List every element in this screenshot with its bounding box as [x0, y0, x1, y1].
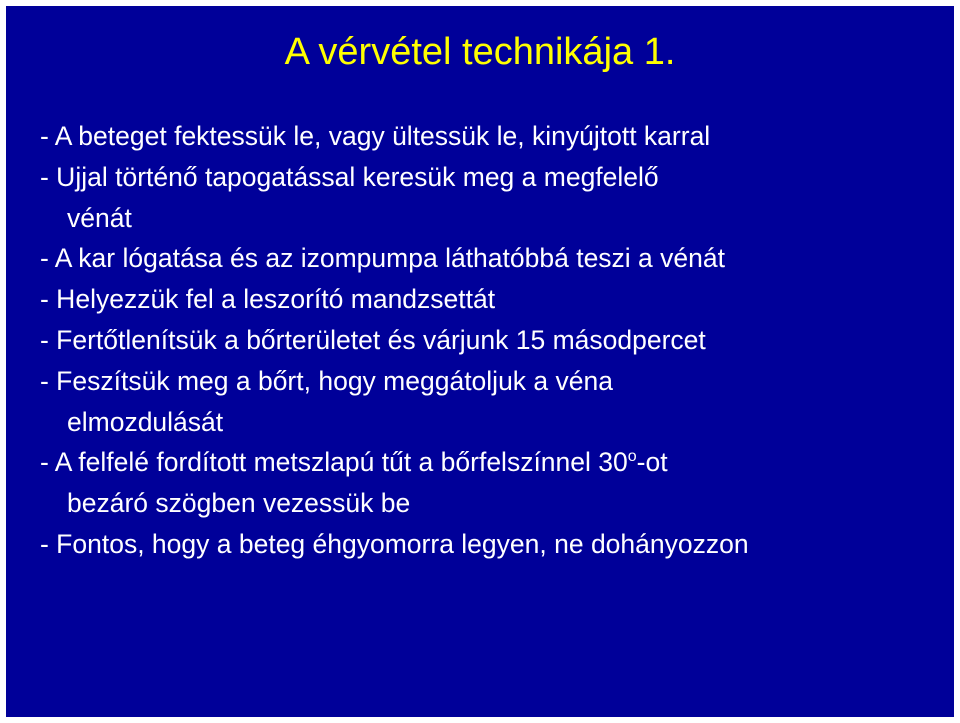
bullet-line: - Feszítsük meg a bőrt, hogy meggátoljuk a véna [40, 365, 613, 396]
bullet-line: - Fertőtlenítsük a bőrterületet és várjunk 15 másodpercet [40, 324, 706, 355]
bullet-list [40, 116, 950, 565]
bullet-line: - Helyezzük fel a leszorító mandzsettát [40, 284, 496, 315]
bullet-continuation: bezáró szögben vezessük be [67, 488, 411, 519]
bullet-line [40, 442, 950, 483]
bullet-text: - A felfelé fordított metszlapú tűt a bőrfelszínnel 30 [40, 447, 628, 478]
slide [6, 6, 954, 717]
bullet-continuation: elmozdulását [67, 406, 224, 437]
bullet-continuation: vénát [67, 202, 132, 233]
slide-title: A vérvétel technikája 1. [284, 31, 676, 73]
bullet-line: - Ujjal történő tapogatással keresük meg a megfelelő [40, 161, 659, 192]
bullet-line: - A kar lógatása és az izompumpa láthatóbbá teszi a vénát [40, 243, 725, 274]
bullet-line: - Fontos, hogy a beteg éhgyomorra legyen, ne dohányozzon [40, 528, 749, 559]
bullet-line: - A beteget fektessük le, vagy ültessük le, kinyújtott karral [40, 121, 711, 151]
bullet-text-suffix: -ot [636, 447, 668, 478]
degree-superscript: o [627, 448, 637, 466]
